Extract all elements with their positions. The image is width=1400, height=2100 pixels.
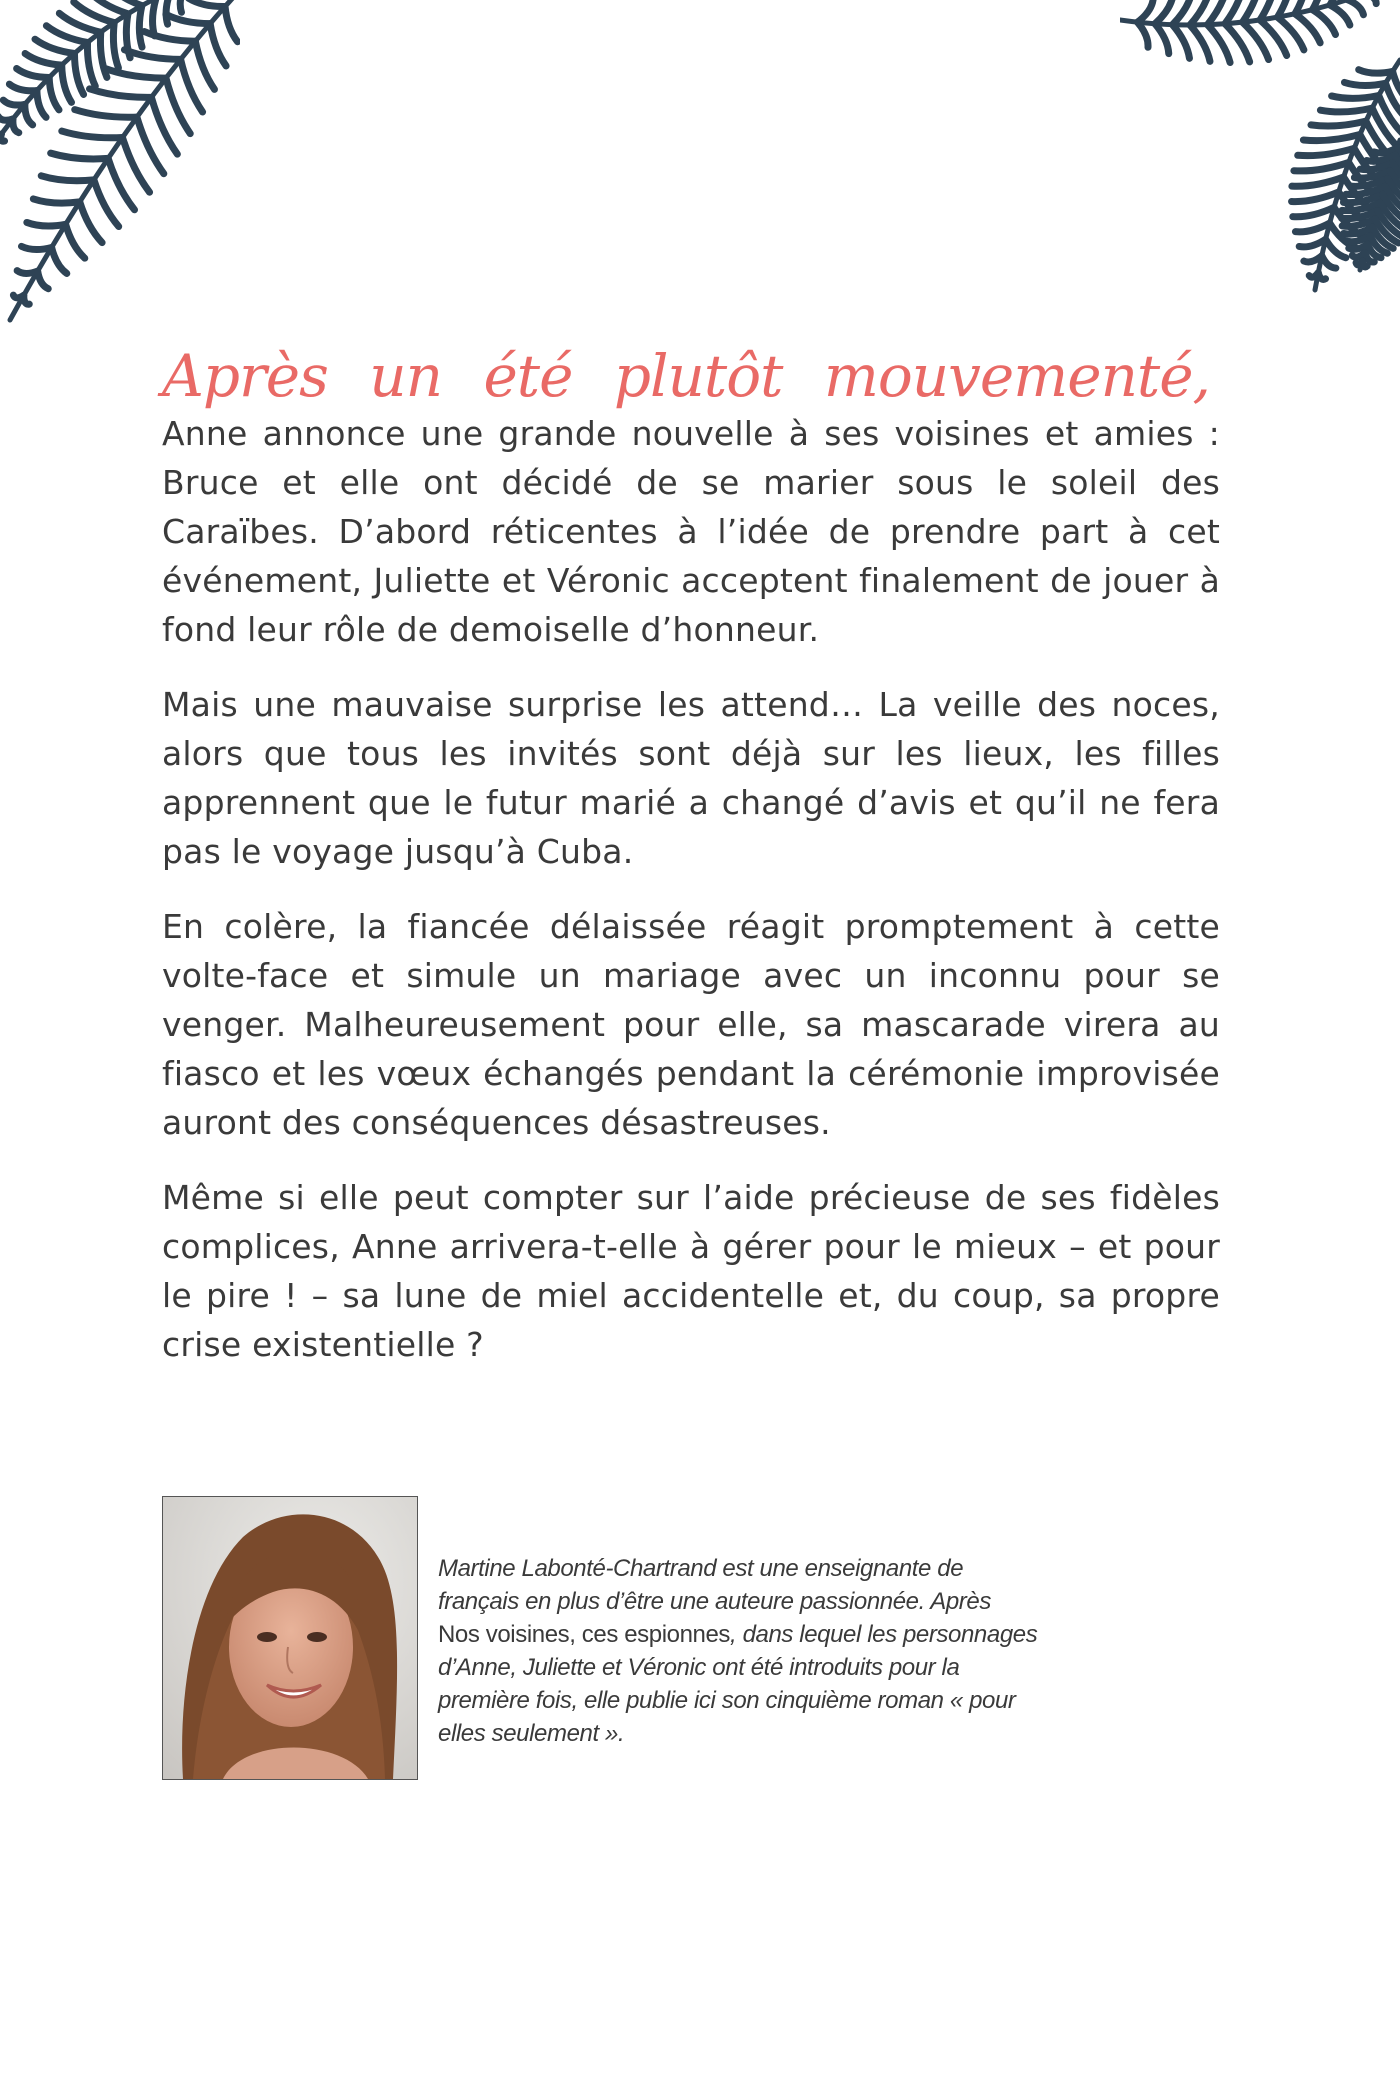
author-bio bbox=[438, 1552, 1038, 1750]
author-bio-text-cont: , dans lequel les personnages d’Anne, Juliette et Véronic ont été introduits pour la première fois, elle publie ici son cinquième roman « pour elles seulement ». bbox=[438, 1621, 1038, 1747]
palm-leaf-icon bbox=[1120, 0, 1400, 300]
summary-paragraph-2: Mais une mauvaise surprise les attend… La veille des noces, alors que tous les invités sont déjà sur les lieux, les filles apprennent que le futur marié a changé d’avis et qu’il ne fera pas le voyage jusqu’à Cuba. bbox=[162, 685, 1220, 871]
summary-paragraph-1 bbox=[162, 342, 1220, 654]
author-photo bbox=[162, 1496, 418, 1780]
author-bio-text: Martine Labonté-Chartrand est une enseignante de français en plus d’être une auteure passionnée. Après bbox=[438, 1555, 991, 1615]
summary-paragraph-1-text: Anne annonce une grande nouvelle à ses voisines et amies : Bruce et elle ont décidé de se marier sous le soleil des Caraïbes. D’abord réticentes à l’idée de prendre part à cet événement, Juliette et Véronic acceptent finalement de jouer à fond leur rôle de demoiselle d’honneur. bbox=[162, 414, 1220, 649]
palm-leaf-icon bbox=[0, 0, 240, 330]
summary-paragraph-4: Même si elle peut compter sur l’aide précieuse de ses fidèles complices, Anne arrivera-t-elle à gérer pour le mieux – et pour le pire ! – sa lune de miel accidentelle et, du coup, sa propre crise existentielle ? bbox=[162, 1178, 1220, 1364]
summary-paragraph-3: En colère, la fiancée délaissée réagit promptement à cette volte-face et simule un mariage avec un inconnu pour se venger. Malheureusement pour elle, sa mascarade virera au fiasco et les vœux échangés pendant la cérémonie improvisée auront des conséquences désastreuses. bbox=[162, 907, 1220, 1142]
author-previous-book-title: Nos voisines, ces espionnes bbox=[438, 1621, 731, 1648]
book-summary bbox=[162, 342, 1220, 1395]
summary-intro-heading: Après un été plutôt mouvementé, bbox=[162, 342, 1210, 410]
